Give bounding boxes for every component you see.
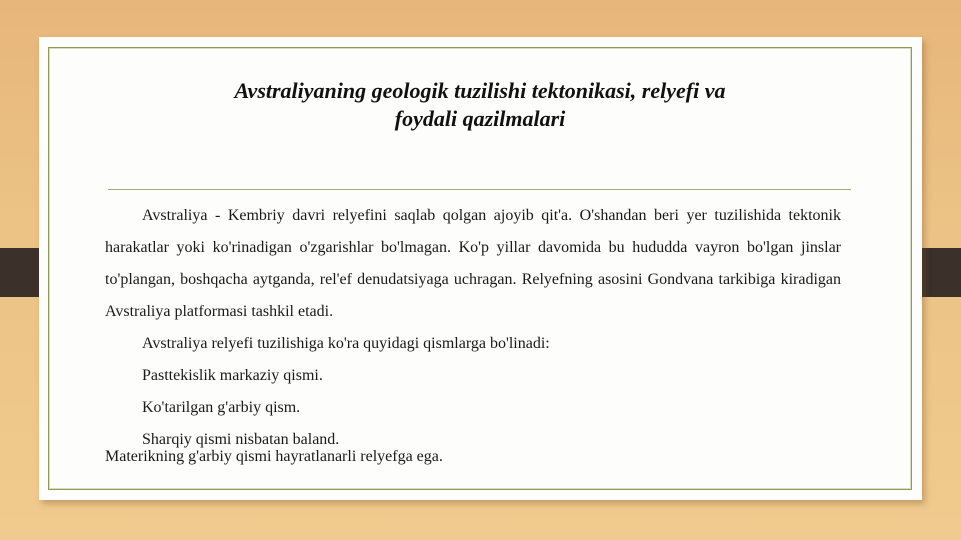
list-item: Sharqiy qismi nisbatan baland. — [142, 431, 340, 448]
title-divider — [108, 189, 851, 190]
closing-sentence: Materikning g'arbiy qismi hayratlanarli relyefga ega. — [105, 448, 443, 465]
title-line-2: foydali qazilmalari — [394, 106, 566, 131]
title-line-1: Avstraliyaning geologik tuzilishi tektonikasi, relyefi va — [234, 78, 726, 103]
slide-title — [150, 77, 810, 133]
paragraph-parts-intro: Avstraliya relyefi tuzilishiga ko'ra quyidagi qismlarga bo'linadi: — [142, 335, 550, 352]
list-item: Pasttekislik markaziy qismi. — [142, 367, 323, 384]
paragraph-intro: Avstraliya - Kembriy davri relyefini saqlab qolgan ajoyib qit'a. O'shandan beri yer tuzilishida tektonik harakatlar yoki ko'rinadigan o'zgarishlar bo'lmagan. Ko'p yillar davomida bu hududda vayron bo'lgan jinslar to'plangan, boshqacha aytganda, rel'ef denudatsiyaga uchragan. Relyefning asosini Gondvana tarkibiga kiradigan Avstraliya platformasi tashkil etadi. — [105, 207, 841, 320]
list-item: Ko'tarilgan g'arbiy qism. — [142, 399, 301, 416]
slide-body — [105, 200, 841, 467]
